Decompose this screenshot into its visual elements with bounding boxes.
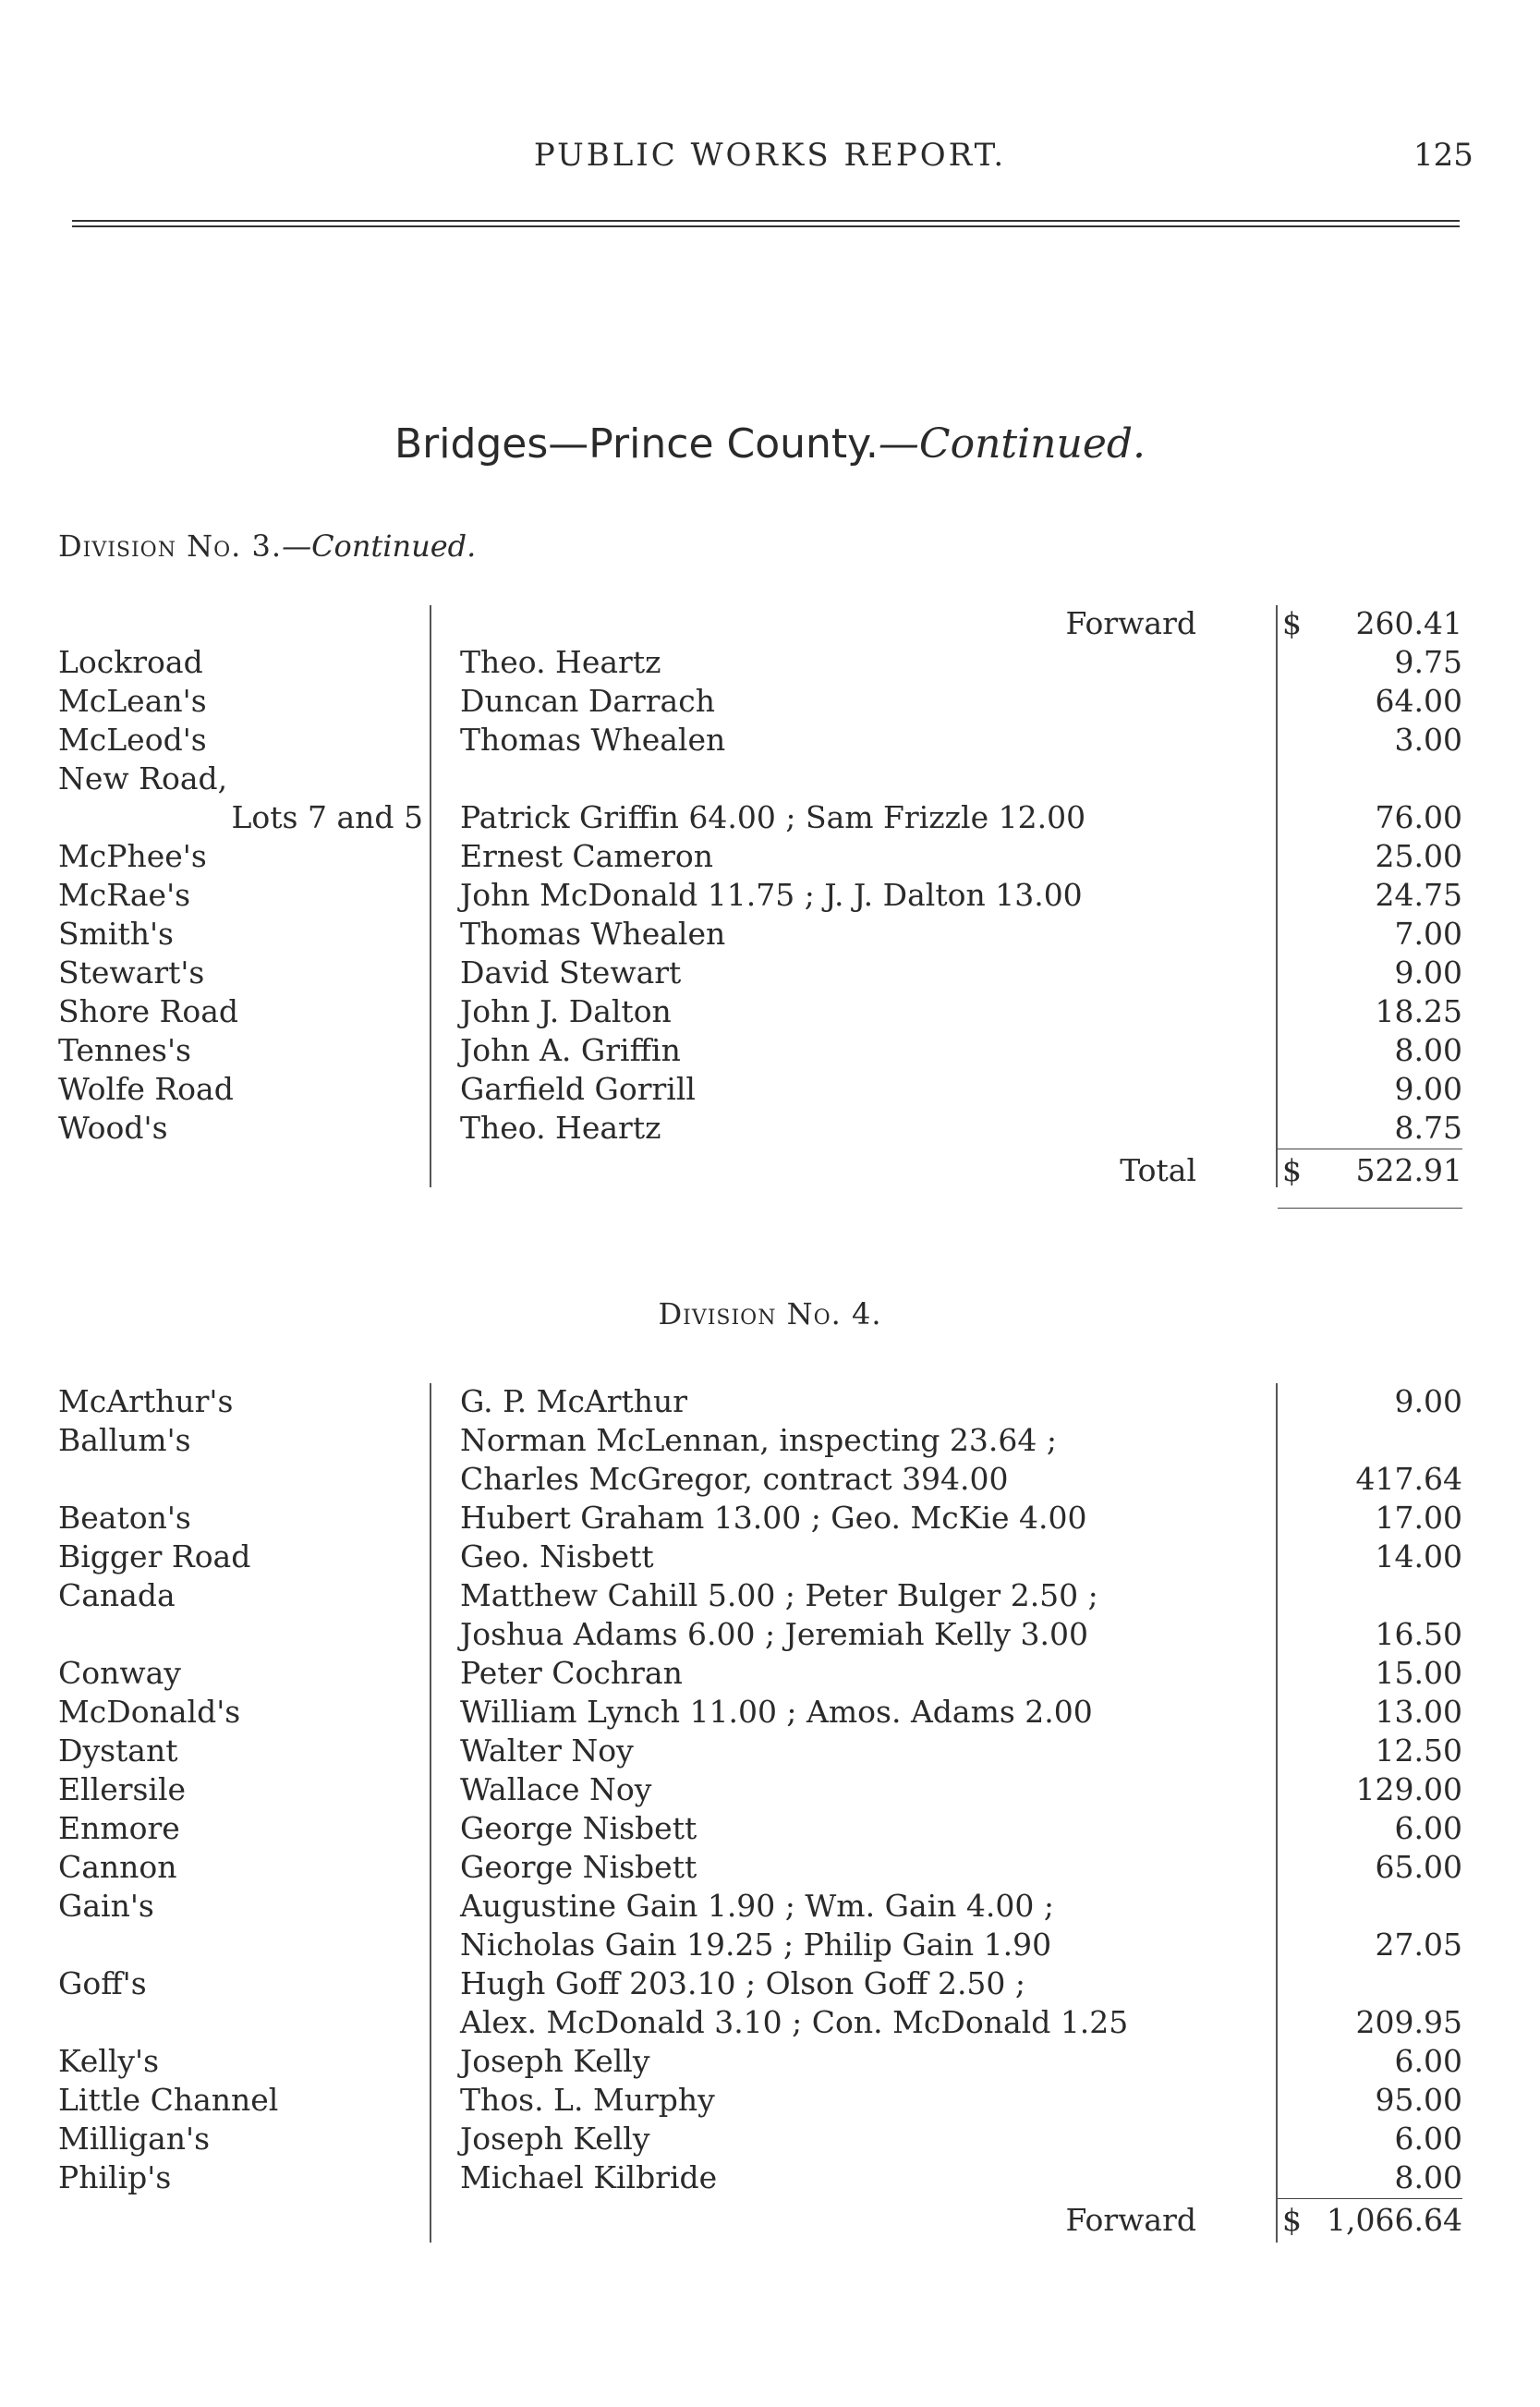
row-amount: 6.00 — [1394, 1810, 1462, 1846]
row-payees: Joseph Kelly — [460, 2121, 650, 2157]
row-amount: 417.64 — [1355, 1461, 1462, 1497]
row-location: Milligan's — [58, 2121, 211, 2157]
division-3-table — [58, 605, 1462, 1187]
row-payees: David Stewart — [460, 954, 682, 991]
forward-currency: $ — [1282, 605, 1302, 641]
table-row — [58, 1383, 1462, 1422]
row-location: McLeod's — [58, 722, 207, 758]
row-payees: Nicholas Gain 19.25 ; Philip Gain 1.90 — [460, 1927, 1052, 1963]
row-location: Enmore — [58, 1810, 180, 1846]
row-location: Smith's — [58, 916, 174, 952]
forward-amount: 260.41 — [1355, 605, 1462, 641]
division-4-rows — [58, 1383, 1462, 2198]
total-row — [58, 1149, 1462, 1187]
row-amount: 65.00 — [1375, 1849, 1462, 1885]
forward-label: Forward — [1065, 605, 1196, 641]
row-location: Kelly's — [58, 2043, 160, 2079]
table-row — [58, 1694, 1462, 1732]
row-location: Tennes's — [58, 1032, 191, 1068]
table-row — [58, 799, 1462, 838]
row-location: Wood's — [58, 1110, 168, 1146]
forward-currency: $ — [1282, 2202, 1302, 2238]
row-amount: 8.00 — [1394, 2159, 1462, 2195]
row-location: Bigger Road — [58, 1538, 251, 1574]
row-location: Ellersile — [58, 1771, 187, 1807]
row-payees: John A. Griffin — [460, 1032, 681, 1068]
division-3-continued: —Continued. — [282, 529, 477, 564]
table-row — [58, 683, 1462, 722]
row-amount: 76.00 — [1375, 799, 1462, 835]
row-payees: Joseph Kelly — [460, 2043, 650, 2079]
row-location: McDonald's — [58, 1694, 241, 1730]
division-4-heading — [0, 1296, 1540, 1331]
row-amount: 15.00 — [1375, 1655, 1462, 1691]
row-location: Lockroad — [58, 644, 203, 680]
row-payees: George Nisbett — [460, 1810, 697, 1846]
row-amount: 9.00 — [1394, 1071, 1462, 1107]
table-row — [58, 993, 1462, 1032]
row-location: Dystant — [58, 1732, 178, 1769]
row-payees: John J. Dalton — [460, 993, 672, 1029]
table-row — [58, 1110, 1462, 1149]
table-row — [58, 954, 1462, 993]
total-label: Total — [1120, 1152, 1196, 1188]
row-amount: 209.95 — [1355, 2004, 1462, 2040]
table-row — [58, 760, 1462, 799]
row-payees: John McDonald 11.75 ; J. J. Dalton 13.00 — [460, 877, 1083, 913]
row-amount: 95.00 — [1375, 2082, 1462, 2118]
division-3-heading — [58, 529, 476, 564]
header-rule-top — [72, 220, 1460, 222]
row-payees: George Nisbett — [460, 1849, 697, 1885]
row-amount: 129.00 — [1355, 1771, 1462, 1807]
row-amount: 13.00 — [1375, 1694, 1462, 1730]
section-title-main: Bridges—Prince County. — [394, 420, 879, 468]
division-3-rows — [58, 644, 1462, 1149]
row-location: McRae's — [58, 877, 191, 913]
row-payees: Geo. Nisbett — [460, 1538, 654, 1574]
row-location: Philip's — [58, 2159, 172, 2195]
row-payees: Garfield Gorrill — [460, 1071, 696, 1107]
row-amount: 14.00 — [1375, 1538, 1462, 1574]
row-payees: William Lynch 11.00 ; Amos. Adams 2.00 — [460, 1694, 1093, 1730]
row-amount: 9.00 — [1394, 954, 1462, 991]
table-row — [58, 1071, 1462, 1110]
table-row — [58, 722, 1462, 760]
row-payees: Augustine Gain 1.90 ; Wm. Gain 4.00 ; — [460, 1888, 1055, 1924]
row-amount: 12.50 — [1375, 1732, 1462, 1769]
table-row — [58, 1655, 1462, 1694]
division-4-table — [58, 1383, 1462, 2237]
table-row — [58, 1927, 1462, 1965]
table-row — [58, 916, 1462, 954]
table-row — [58, 1732, 1462, 1771]
row-payees: Thos. L. Murphy — [460, 2082, 715, 2118]
row-payees: Joshua Adams 6.00 ; Jeremiah Kelly 3.00 — [460, 1616, 1088, 1652]
row-amount: 9.75 — [1394, 644, 1462, 680]
table-row — [58, 1500, 1462, 1538]
row-location: Lots 7 and 5 — [231, 799, 423, 835]
table-row — [58, 877, 1462, 916]
total-currency: $ — [1282, 1152, 1302, 1188]
total-amount: 522.91 — [1355, 1152, 1462, 1188]
row-amount: 27.05 — [1375, 1927, 1462, 1963]
forward-amount: 1,066.64 — [1327, 2202, 1462, 2238]
forward-label: Forward — [1065, 2202, 1196, 2238]
row-location: Gain's — [58, 1888, 154, 1924]
row-payees: Duncan Darrach — [460, 683, 715, 719]
row-payees: Peter Cochran — [460, 1655, 683, 1691]
header-rule-bottom — [72, 225, 1460, 227]
row-amount: 24.75 — [1375, 877, 1462, 913]
section-title — [0, 420, 1540, 468]
row-amount: 25.00 — [1375, 838, 1462, 874]
row-location: Shore Road — [58, 993, 239, 1029]
table-row — [58, 1849, 1462, 1888]
table-row — [58, 1577, 1462, 1616]
row-location: Ballum's — [58, 1422, 191, 1458]
row-payees: Thomas Whealen — [460, 722, 726, 758]
row-location: Conway — [58, 1655, 181, 1691]
table-row — [58, 2043, 1462, 2082]
table-row — [58, 1771, 1462, 1810]
table-row — [58, 1888, 1462, 1927]
row-location: McLean's — [58, 683, 207, 719]
row-payees: Patrick Griffin 64.00 ; Sam Frizzle 12.00 — [460, 799, 1086, 835]
table-row — [58, 1616, 1462, 1655]
row-payees: Thomas Whealen — [460, 916, 726, 952]
row-payees: Alex. McDonald 3.10 ; Con. McDonald 1.25 — [460, 2004, 1129, 2040]
row-amount: 7.00 — [1394, 916, 1462, 952]
table-row — [58, 1461, 1462, 1500]
row-location: Cannon — [58, 1849, 177, 1885]
row-payees: Theo. Heartz — [460, 644, 661, 680]
table-row — [58, 2082, 1462, 2121]
row-location: Canada — [58, 1577, 176, 1613]
row-location: Little Channel — [58, 2082, 279, 2118]
table-row — [58, 2121, 1462, 2159]
table-row — [58, 1032, 1462, 1071]
row-amount: 8.00 — [1394, 1032, 1462, 1068]
table-row — [58, 1538, 1462, 1577]
forward-row — [58, 2198, 1462, 2237]
row-payees: Wallace Noy — [460, 1771, 652, 1807]
row-payees: Hugh Goff 203.10 ; Olson Goff 2.50 ; — [460, 1965, 1026, 2001]
row-amount: 6.00 — [1394, 2043, 1462, 2079]
row-location: Goff's — [58, 1965, 147, 2001]
row-amount: 3.00 — [1394, 722, 1462, 758]
table-row — [58, 644, 1462, 683]
row-location: Beaton's — [58, 1500, 191, 1536]
row-payees: Hubert Graham 13.00 ; Geo. McKie 4.00 — [460, 1500, 1087, 1536]
row-payees: G. P. McArthur — [460, 1383, 688, 1419]
table-row — [58, 2004, 1462, 2043]
row-payees: Norman McLennan, inspecting 23.64 ; — [460, 1422, 1057, 1458]
forward-row — [58, 605, 1462, 644]
table-row — [58, 1810, 1462, 1849]
row-location: McArthur's — [58, 1383, 234, 1419]
row-location: New Road, — [58, 760, 228, 796]
table-row — [58, 838, 1462, 877]
row-amount: 64.00 — [1375, 683, 1462, 719]
row-location: Stewart's — [58, 954, 205, 991]
row-payees: Theo. Heartz — [460, 1110, 661, 1146]
row-amount: 8.75 — [1394, 1110, 1462, 1146]
forward-underline — [1278, 2198, 1462, 2199]
row-payees: Michael Kilbride — [460, 2159, 718, 2195]
total-bottom-rule — [1278, 1208, 1462, 1209]
table-row — [58, 1422, 1462, 1461]
section-title-continued: —Continued. — [878, 420, 1146, 468]
row-payees: Charles McGregor, contract 394.00 — [460, 1461, 1009, 1497]
row-location: McPhee's — [58, 838, 207, 874]
division-3-label: Division No. 3. — [58, 529, 283, 564]
row-payees: Matthew Cahill 5.00 ; Peter Bulger 2.50 ; — [460, 1577, 1098, 1613]
row-amount: 9.00 — [1394, 1383, 1462, 1419]
row-amount: 16.50 — [1375, 1616, 1462, 1652]
table-row — [58, 1965, 1462, 2004]
row-location: Wolfe Road — [58, 1071, 234, 1107]
division-4-label: Division No. 4. — [658, 1296, 882, 1331]
running-header-title: PUBLIC WORKS REPORT. — [533, 137, 1007, 174]
row-amount: 17.00 — [1375, 1500, 1462, 1536]
row-payees: Walter Noy — [460, 1732, 634, 1769]
row-payees: Ernest Cameron — [460, 838, 713, 874]
row-amount: 18.25 — [1375, 993, 1462, 1029]
row-amount: 6.00 — [1394, 2121, 1462, 2157]
page-number: 125 — [1413, 137, 1473, 174]
table-row — [58, 2159, 1462, 2198]
